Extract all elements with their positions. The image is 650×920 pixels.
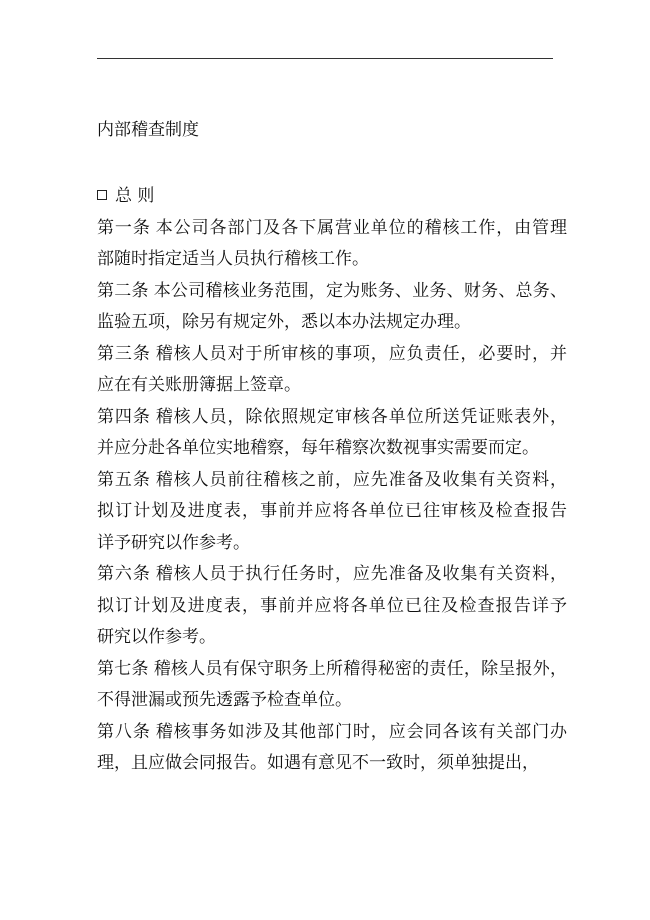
article-number: 第二条	[97, 280, 149, 301]
article-text: 稽核事务如涉及其他部门时，应会同各该有关部门办	[155, 721, 568, 742]
article	[97, 339, 567, 402]
article-line	[97, 528, 567, 560]
article-number: 第七条	[97, 658, 149, 679]
article-line	[97, 717, 567, 749]
article-text: 本公司各部门及各下属营业单位的稽核工作，由管理	[155, 217, 568, 238]
article	[97, 402, 567, 465]
article	[97, 717, 567, 780]
article	[97, 465, 567, 560]
article-text: 并应分赴各单位实地稽察，每年稽察次数视事实需要而定。	[97, 438, 539, 458]
article-text: 部随时指定适当人员执行稽核工作。	[97, 249, 369, 269]
article-text: 监验五项，除另有规定外，悉以本办法规定办理。	[97, 312, 471, 332]
document-body	[97, 181, 567, 780]
article-text: 稽核人员，除依照规定审核各单位所送凭证账表外，	[155, 406, 568, 427]
article-line	[97, 559, 567, 591]
article-text: 理，且应做会同报告。如遇有意见不一致时，须单独提出，	[97, 753, 539, 773]
article-number: 第一条	[97, 217, 151, 238]
article	[97, 654, 567, 717]
article	[97, 559, 567, 654]
article-line	[97, 685, 567, 717]
article-text: 稽核人员于执行任务时，应先准备及收集有关资料，	[155, 564, 568, 584]
article-text: 详予研究以作参考。	[97, 532, 250, 553]
article-text: 稽核人员有保守职务上所稽得秘密的责任，除呈报外，	[153, 658, 568, 679]
article-line	[97, 748, 567, 780]
article-line	[97, 591, 567, 623]
section-heading	[97, 181, 567, 213]
article-text: 研究以作参考。	[97, 627, 216, 647]
article-number: 第六条	[97, 564, 151, 584]
article-text: 本公司稽核业务范围，定为账务、业务、财务、总务、	[153, 280, 568, 301]
article-text: 应在有关账册簿据上签章。	[97, 375, 301, 395]
article-number: 第三条	[97, 343, 151, 364]
article-text: 不得泄漏或预先透露予检查单位。	[97, 690, 352, 710]
article-line	[97, 370, 567, 402]
article-number: 第八条	[97, 721, 151, 742]
article-text: 稽核人员前往稽核之前，应先准备及收集有关资料，	[155, 469, 568, 490]
header-rule	[97, 58, 553, 59]
article-text: 拟订计划及进度表，事前并应将各单位已往及检查报告详予	[97, 595, 567, 616]
article	[97, 213, 567, 276]
article-text: 稽核人员对于所审核的事项，应负责任，必要时，并	[155, 343, 568, 364]
article-number: 第五条	[97, 469, 151, 490]
article-line	[97, 465, 567, 497]
article-line	[97, 276, 567, 308]
article-list	[97, 213, 567, 780]
article-number: 第四条	[97, 406, 151, 427]
article-line	[97, 213, 567, 245]
article	[97, 276, 567, 339]
article-line	[97, 496, 567, 528]
article-line	[97, 307, 567, 339]
article-line	[97, 433, 567, 465]
article-line	[97, 339, 567, 371]
article-line	[97, 402, 567, 434]
article-text: 拟订计划及进度表，事前并应将各单位已往审核及检查报告	[97, 501, 567, 521]
article-line	[97, 654, 567, 686]
checkbox-square-icon	[97, 190, 107, 200]
article-line	[97, 622, 567, 654]
article-line	[97, 244, 567, 276]
section-heading-text: 总 则	[115, 186, 155, 206]
document-title: 内部稽查制度	[97, 120, 199, 140]
